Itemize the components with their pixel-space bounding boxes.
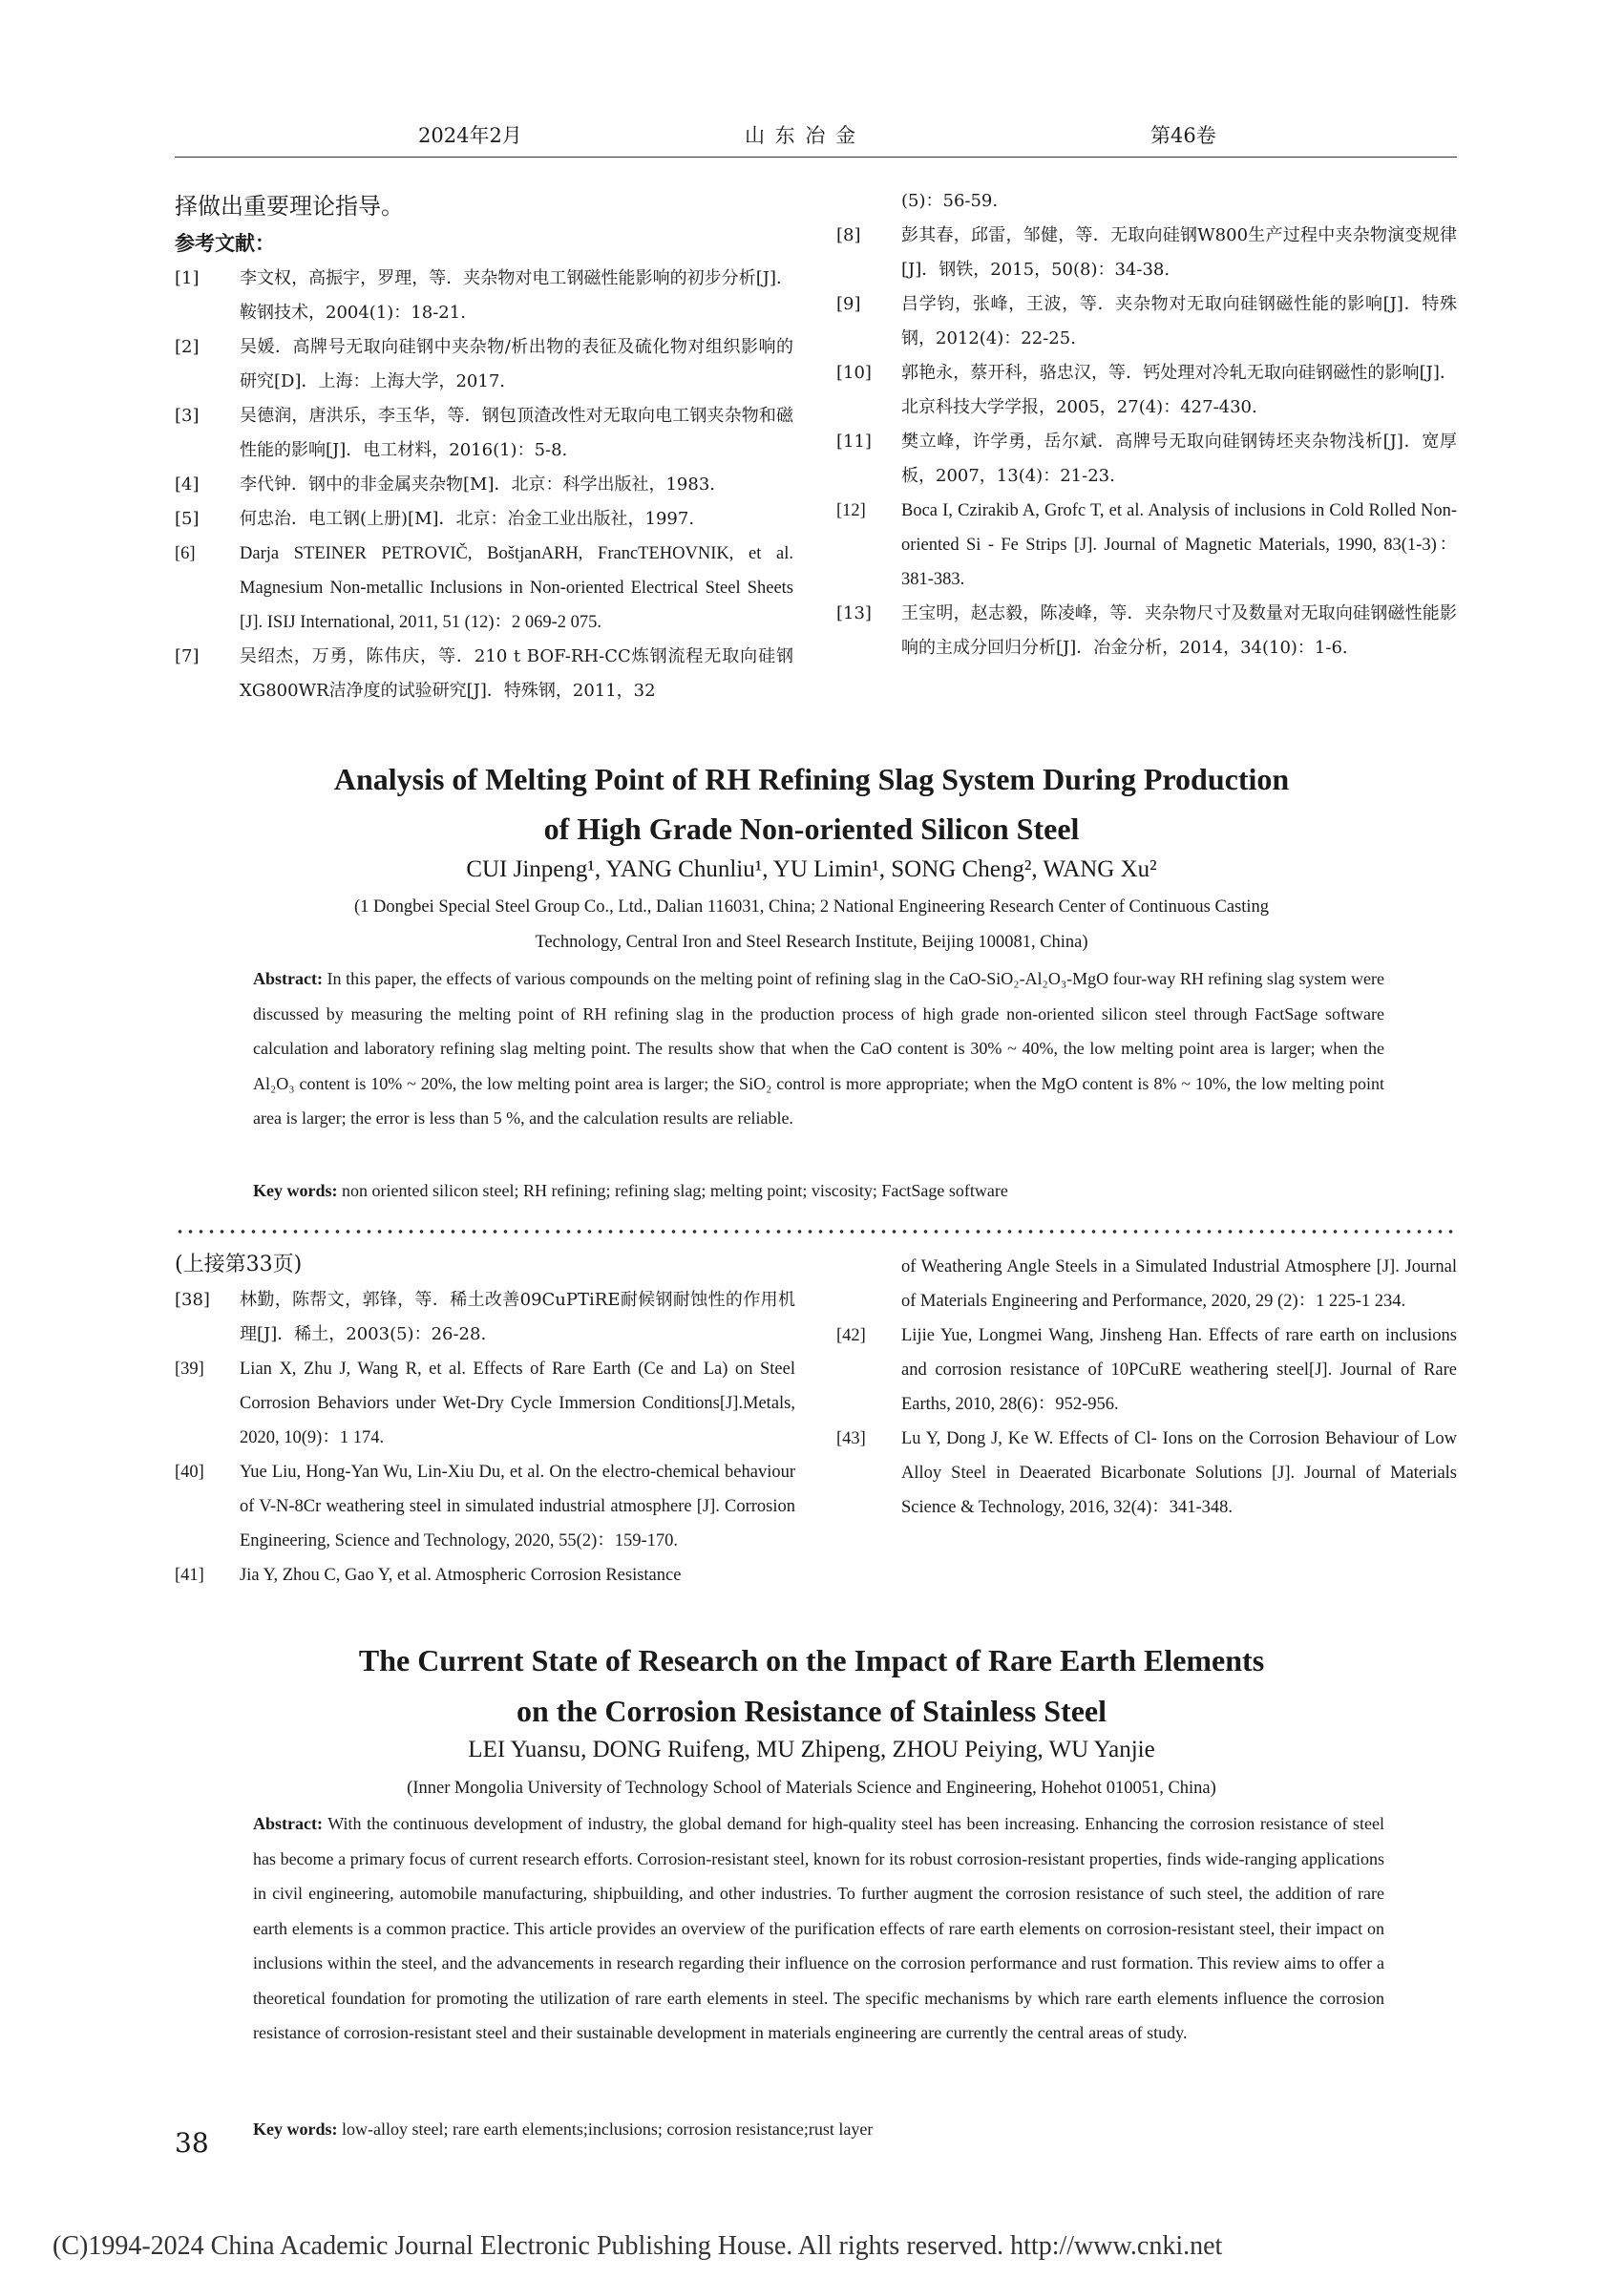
article-title-line-2: on the Corrosion Resistance of Stainless Steel xyxy=(516,1694,1107,1728)
article-abstract xyxy=(253,961,1384,1136)
keywords-text: non oriented silicon steel; RH refining; refining slag; melting point; viscosity; FactSage software xyxy=(342,1181,1008,1200)
section-divider xyxy=(175,1228,1457,1235)
upper-left-column xyxy=(175,187,793,708)
reference-item: [43] Lu Y, Dong J, Ke W. Effects of Cl- Ions on the Corrosion Behaviour of Low Alloy Steel in Deaerated Bicarbonate Solutions [J]. Journal of Materials Science & Technology, 2016, 32(4)：341-348. xyxy=(836,1429,1457,1517)
article-abstract xyxy=(253,1806,1384,2051)
abstract-label: Abstract: xyxy=(253,969,323,988)
article-affiliation: (Inner Mongolia University of Technology School of Materials Science and Engineering, Hohehot 010051, China) xyxy=(407,1779,1216,1798)
article-affiliation-line-2: Technology, Central Iron and Steel Research Institute, Beijing 100081, China) xyxy=(535,933,1088,952)
reference-item: [42] Lijie Yue, Longmei Wang, Jinsheng Han. Effects of rare earth on inclusions and corrosion resistance of 10PCuRE weathering steel[J]. Journal of Rare Earths, 2010, 28(6)：952-956. xyxy=(836,1326,1457,1414)
lower-left-column xyxy=(175,1247,795,1592)
preceding-text: 择做出重要理论指导。 xyxy=(175,193,404,220)
abstract-text: In this paper, the effects of various compounds on the melting point of refining slag in the CaO-SiO₂-Al₂O₃-MgO four-way RH refining slag system were discussed by measuring the melting point of RH refining slag in the production process of high grade non-oriented silicon steel through FactSage software calculation and laboratory refining slag melting point. The results show that when the CaO content is 30% ~ 40%, the low melting point area is larger; when the Al₂O₃ content is 10% ~ 20%, the low melting point area is larger; the SiO₂ control is more appropriate; when the MgO content is 8% ~ 10%, the low melting point area is larger; the error is less than 5 %, and the calculation results are reliable. xyxy=(253,969,1385,1128)
reference-continuation: (5)：56-59. xyxy=(901,191,999,211)
reference-item: [2] 吴媛．高牌号无取向硅钢中夹杂物/析出物的表征及硫化物对组织影响的研究[D]．上海：上海大学，2017. xyxy=(175,337,793,391)
header-journal-name: 山 东 冶 金 xyxy=(745,124,858,147)
continued-from-note: (上接第33页) xyxy=(175,1253,303,1276)
reference-continuation: of Weathering Angle Steels in a Simulated Industrial Atmosphere [J]. Journal of Materials Engineering and Performance, 2020, 29 (2)：1 225-1 234. xyxy=(901,1257,1457,1311)
reference-item: [11] 樊立峰，许学勇，岳尔斌．高牌号无取向硅钢铸坯夹杂物浅析[J]．宽厚板，2007，13(4)：21-23. xyxy=(836,432,1457,486)
article-title-line-1: Analysis of Melting Point of RH Refining Slag System During Production xyxy=(333,762,1290,796)
keywords-text: low-alloy steel; rare earth elements;inclusions; corrosion resistance;rust layer xyxy=(342,2120,874,2139)
article-keywords xyxy=(253,1176,1384,1205)
reference-item: [1] 李文权，高振宇，罗理，等．夹杂物对电工钢磁性能影响的初步分析[J]．鞍钢技术，2004(1)：18-21. xyxy=(175,268,793,323)
article-keywords xyxy=(253,2115,1384,2143)
article-authors: CUI Jinpeng¹, YANG Chunliu¹, YU Limin¹, SONG Cheng², WANG Xu² xyxy=(466,856,1157,882)
reference-item: [3] 吴德润，唐洪乐，李玉华，等．钢包顶渣改性对无取向电工钢夹杂物和磁性能的影响[J]．电工材料，2016(1)：5-8. xyxy=(175,406,793,460)
article-affiliation-line-1: (1 Dongbei Special Steel Group Co., Ltd., Dalian 116031, China; 2 National Engineering Research Center of Continuous Casting xyxy=(353,897,1270,917)
keywords-label: Key words: xyxy=(253,2120,338,2139)
reference-item: [40] Yue Liu, Hong-Yan Wu, Lin-Xiu Du, et al. On the electro-chemical behaviour of V-N-8Cr weathering steel in simulated industrial atmosphere [J]. Corrosion Engineering, Science and Technology, 2020, 55(2)：159-170. xyxy=(175,1463,795,1550)
reference-item: [6] Darja STEINER PETROVIČ, BoštjanARH, FrancTEHOVNIK, et al. Magnesium Non-metallic Inclusions in Non-oriented Electrical Steel Sheets [J]. ISIJ International, 2011, 51 (12)：2 069-2 075. xyxy=(175,544,793,632)
upper-right-column xyxy=(836,184,1457,665)
keywords-label: Key words: xyxy=(253,1181,338,1200)
page-number: 38 xyxy=(175,2127,209,2159)
reference-item: [10] 郭艳永，蔡开科，骆忠汉，等．钙处理对冷轧无取向硅钢磁性的影响[J]．北京科技大学学报，2005，27(4)：427-430. xyxy=(836,363,1457,417)
copyright-notice: (C)1994-2024 China Academic Journal Electronic Publishing House. All rights reserved. http://www.cnki.net xyxy=(53,2231,1223,2261)
header-rule xyxy=(175,157,1457,158)
reference-item: [12] Boca I, Czirakib A, Grofc T, et al. Analysis of inclusions in Cold Rolled Non-oriented Si - Fe Strips [J]. Journal of Magnetic Materials, 1990, 83(1-3)：381-383. xyxy=(836,501,1457,589)
article-title-line-2: of High Grade Non-oriented Silicon Steel xyxy=(543,812,1080,846)
article-authors: LEI Yuansu, DONG Ruifeng, MU Zhipeng, ZHOU Peiying, WU Yanjie xyxy=(468,1737,1155,1762)
reference-item: [5] 何忠治．电工钢(上册)[M]．北京：冶金工业出版社，1997. xyxy=(175,509,695,529)
references-label: 参考文献： xyxy=(175,231,275,255)
reference-item: [4] 李代钟．钢中的非金属夹杂物[M]．北京：科学出版社，1983. xyxy=(175,475,716,495)
header-volume: 第46卷 xyxy=(1150,124,1216,147)
header-date: 2024年2月 xyxy=(418,124,522,147)
reference-item: [41] Jia Y, Zhou C, Gao Y, et al. Atmospheric Corrosion Resistance xyxy=(175,1566,682,1585)
reference-item: [8] 彭其春，邱雷，邹健，等．无取向硅钢W800生产过程中夹杂物演变规律[J]．钢铁，2015，50(8)：34-38. xyxy=(836,225,1457,280)
abstract-label: Abstract: xyxy=(253,1814,323,1833)
reference-item: [38] 林勤，陈帮文，郭锋，等．稀土改善09CuPTiRE耐候钢耐蚀性的作用机理[J]．稀土，2003(5)：26-28. xyxy=(175,1290,795,1344)
article-title-line-1: The Current State of Research on the Impact of Rare Earth Elements xyxy=(358,1643,1265,1677)
reference-item: [7] 吴绍杰，万勇，陈伟庆，等．210 t BOF-RH-CC炼钢流程无取向硅钢XG800WR洁净度的试验研究[J]．特殊钢，2011，32 xyxy=(175,646,793,701)
reference-item: [39] Lian X, Zhu J, Wang R, et al. Effects of Rare Earth (Ce and La) on Steel Corrosion Behaviors under Wet-Dry Cycle Immersion Conditions[J].Metals, 2020, 10(9)：1 174. xyxy=(175,1360,795,1447)
reference-item: [9] 吕学钧，张峰，王波，等．夹杂物对无取向硅钢磁性能的影响[J]．特殊钢，2012(4)：22-25. xyxy=(836,294,1457,348)
lower-right-column xyxy=(836,1250,1457,1525)
reference-item: [13] 王宝明，赵志毅，陈凌峰，等．夹杂物尺寸及数量对无取向硅钢磁性能影响的主成分回归分析[J]．冶金分析，2014，34(10)：1-6. xyxy=(836,603,1457,658)
abstract-text: With the continuous development of industry, the global demand for high-quality steel has been increasing. Enhancing the corrosion resistance of steel has become a primary focus of current research efforts. Corrosion-resistant steel, known for its robust corrosion-resistant properties, finds wide-ranging applications in civil engineering, automobile manufacturing, shipbuilding, and other industries. To further augment the corrosion resistance of such steel, the addition of rare earth elements is a common practice. This article provides an overview of the purification effects of rare earth elements on corrosion-resistant steel, their impact on inclusions within the steel, and the advancements in research regarding their influence on the corrosion performance and rust formation. This review aims to offer a theoretical foundation for promoting the utilization of rare earth elements in steel. The specific mechanisms by which rare earth elements influence the corrosion resistance of corrosion-resistant steel and their sustainable development in materials engineering are currently the central areas of study. xyxy=(253,1814,1384,2042)
